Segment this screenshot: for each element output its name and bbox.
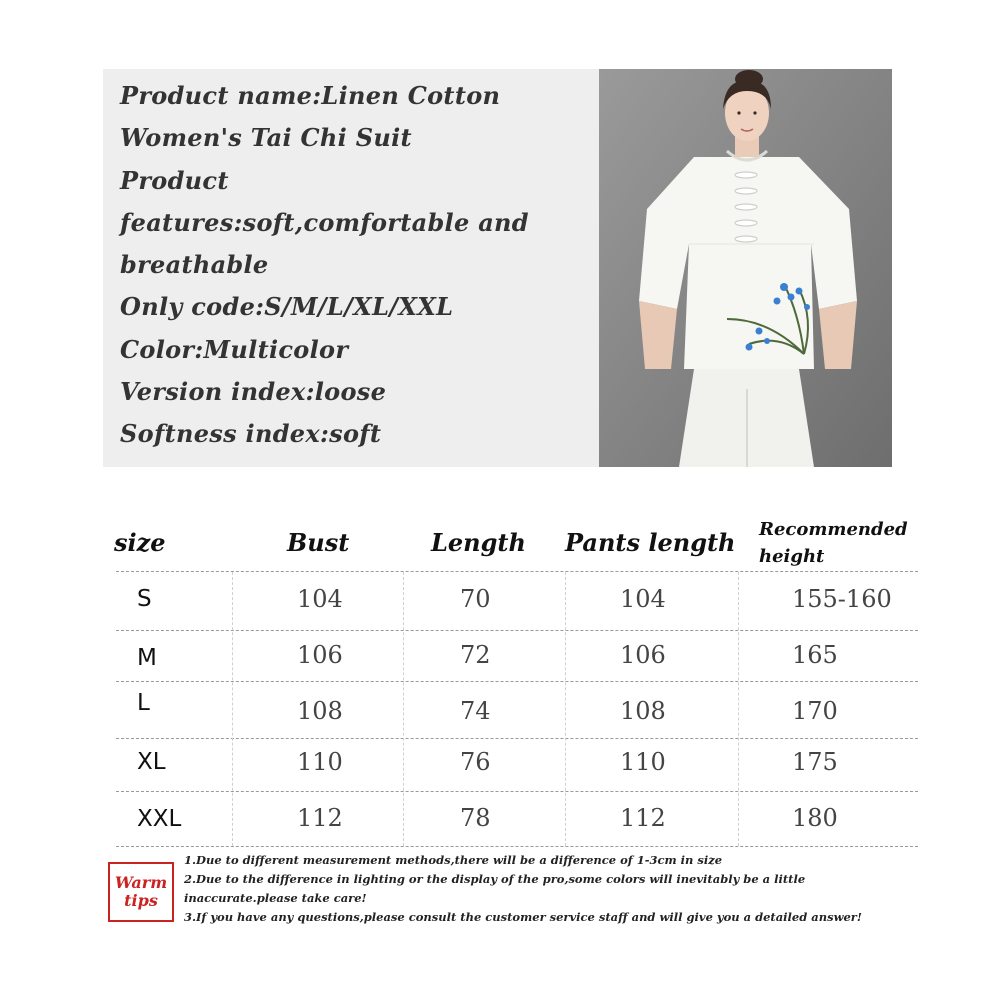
table-divider xyxy=(116,630,918,631)
column-divider xyxy=(232,572,233,846)
table-divider xyxy=(116,571,918,572)
table-divider xyxy=(116,681,918,682)
model-illustration xyxy=(599,69,892,467)
tip-3: 3.If you have any questions,please consult the customer service staff and will give you a detailed answer! xyxy=(184,910,862,924)
row-l-pants: 108 xyxy=(620,697,666,725)
tip-2: 2.Due to the difference in lighting or the display of the pro,some colors will inevitably be a little inaccurate.please take care! xyxy=(184,872,806,905)
row-xl-height: 175 xyxy=(792,748,838,776)
row-l-length: 74 xyxy=(460,697,491,725)
row-xxl-height: 180 xyxy=(792,804,838,832)
row-xl-bust: 110 xyxy=(297,748,343,776)
version-index-line: Version index:loose xyxy=(120,377,387,406)
column-divider xyxy=(565,572,566,846)
product-name-line-2: Women's Tai Chi Suit xyxy=(120,123,412,152)
row-m-bust: 106 xyxy=(297,641,343,669)
column-divider xyxy=(738,572,739,846)
row-m-size: M xyxy=(137,645,157,671)
color-line: Color:Multicolor xyxy=(120,335,349,364)
row-xxl-pants: 112 xyxy=(620,804,666,832)
header-pants-length: Pants length xyxy=(565,528,736,557)
product-info-panel xyxy=(103,69,600,467)
softness-index-line: Softness index:soft xyxy=(120,419,382,448)
header-recommended: Recommended xyxy=(759,519,908,540)
table-divider xyxy=(116,791,918,792)
row-xl-size: XL xyxy=(137,749,166,775)
warm-tips-label: Warm xyxy=(114,873,168,892)
column-divider xyxy=(403,572,404,846)
row-s-height: 155-160 xyxy=(792,585,892,613)
features-line: features:soft,comfortable and xyxy=(120,208,529,237)
row-xxl-bust: 112 xyxy=(297,804,343,832)
row-xl-length: 76 xyxy=(460,748,491,776)
features-label: Product xyxy=(120,166,229,195)
row-m-length: 72 xyxy=(460,641,491,669)
row-l-height: 170 xyxy=(792,697,838,725)
header-bust: Bust xyxy=(287,528,350,557)
row-xl-pants: 110 xyxy=(620,748,666,776)
product-photo xyxy=(599,69,892,467)
row-m-pants: 106 xyxy=(620,641,666,669)
header-length: Length xyxy=(431,528,526,557)
header-size: size xyxy=(114,528,166,557)
row-s-length: 70 xyxy=(460,585,491,613)
row-s-bust: 104 xyxy=(297,585,343,613)
row-s-pants: 104 xyxy=(620,585,666,613)
tip-1: 1.Due to different measurement methods,there will be a difference of 1-3cm in size xyxy=(184,853,723,867)
product-name-line: Product name:Linen Cotton xyxy=(120,81,501,110)
features-line-2: breathable xyxy=(120,250,269,279)
warm-tips-label-2: tips xyxy=(124,891,158,910)
warm-tips-badge xyxy=(108,862,174,922)
row-xxl-size: XXL xyxy=(137,806,182,832)
row-xxl-length: 78 xyxy=(460,804,491,832)
row-m-height: 165 xyxy=(792,641,838,669)
header-height: height xyxy=(759,546,825,567)
size-codes-line: Only code:S/M/L/XL/XXL xyxy=(120,292,454,321)
table-divider xyxy=(116,846,918,847)
table-divider xyxy=(116,738,918,739)
row-l-bust: 108 xyxy=(297,697,343,725)
row-s-size: S xyxy=(137,586,152,612)
row-l-size: L xyxy=(137,690,150,716)
